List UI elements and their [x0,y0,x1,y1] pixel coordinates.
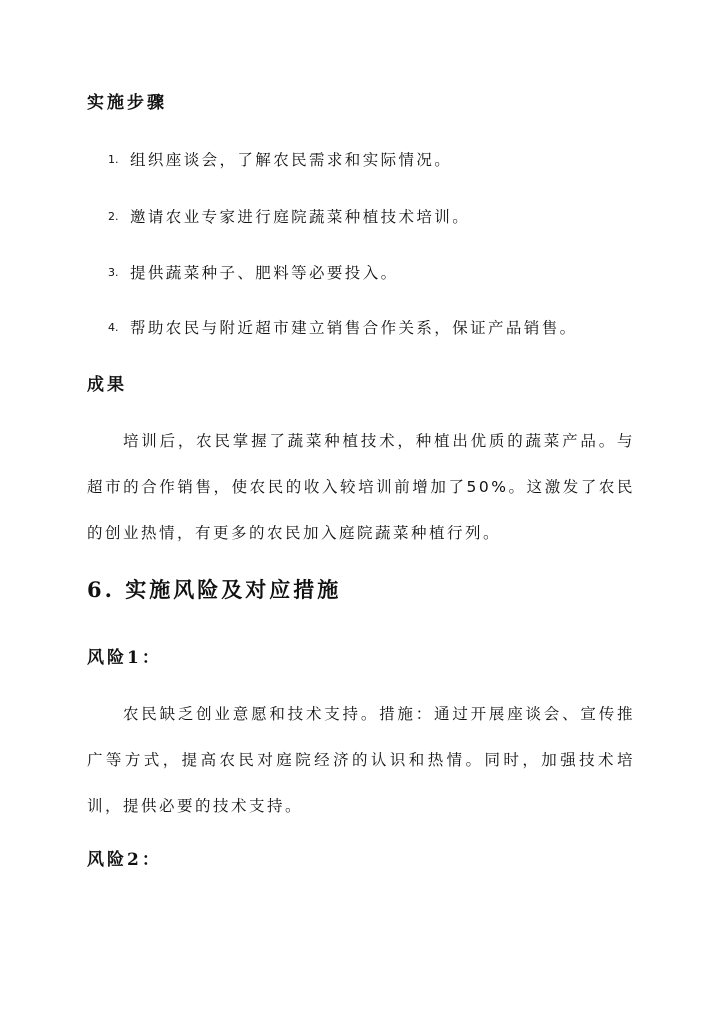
risk1-heading: 风险1： [87,648,162,668]
risks-section-heading: 6. 实施风险及对应措施 [87,577,342,602]
list-item-text: 帮助农民与附近超市建立销售合作关系，保证产品销售。 [130,319,578,337]
steps-heading: 实施步骤 [87,93,167,113]
list-item [108,261,399,283]
risk2-heading: 风险2： [87,850,162,870]
list-item-text: 提供蔬菜种子、肥料等必要投入。 [130,264,399,282]
list-item-text: 邀请农业专家进行庭院蔬菜种植技术培训。 [130,208,471,226]
list-item-number: 3. [108,266,119,279]
list-item-number: 1. [108,153,119,166]
risk1-paragraph: 农民缺乏创业意愿和技术支持。措施：通过开展座谈会、宣传推广等方式，提高农民对庭院经济的认识和热情。同时，加强技术培训，提供必要的技术支持。 [87,705,635,815]
results-heading: 成果 [87,375,127,395]
list-item-number: 2. [108,210,119,223]
list-item [108,316,578,338]
list-item-number: 4. [108,321,119,334]
list-item-text: 组织座谈会，了解农民需求和实际情况。 [130,151,453,169]
results-paragraph: 培训后，农民掌握了蔬菜种植技术，种植出优质的蔬菜产品。与超市的合作销售，使农民的收入较培训前增加了50%。这激发了农民的创业热情，有更多的农民加入庭院蔬菜种植行列。 [87,432,635,542]
list-item [108,148,452,170]
list-item [108,205,470,227]
